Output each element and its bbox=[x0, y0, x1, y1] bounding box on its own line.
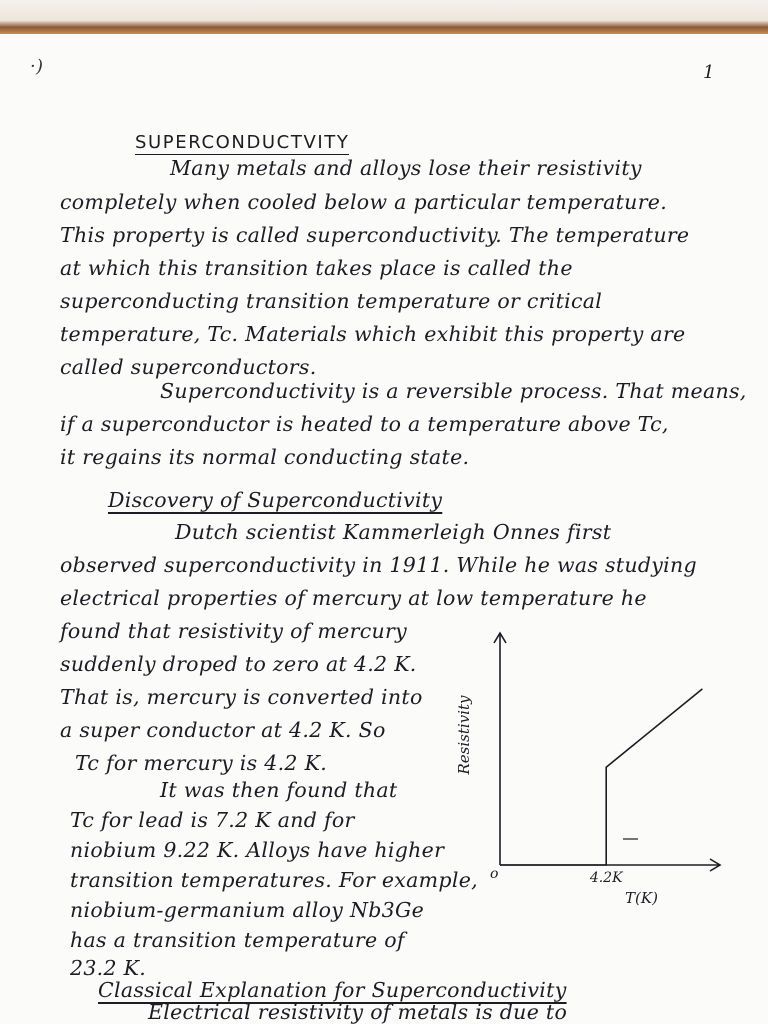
section-heading-classical: Classical Explanation for Superconductivity bbox=[98, 978, 567, 1002]
text-line: observed superconductivity in 1911. While he was studying bbox=[60, 553, 697, 577]
text-line: Tc for mercury is 4.2 K. bbox=[75, 751, 328, 775]
resistivity-curve bbox=[500, 689, 702, 865]
text-line: niobium-germanium alloy Nb3Ge bbox=[70, 898, 425, 922]
resistivity-temperature-chart bbox=[455, 625, 735, 915]
text-line: found that resistivity of mercury bbox=[60, 619, 407, 643]
text-line: Electrical resistivity of metals is due to bbox=[148, 1000, 568, 1024]
x-axis-label: T(K) bbox=[625, 889, 658, 907]
y-axis-label: Resistivity bbox=[455, 695, 473, 775]
text-line: Many metals and alloys lose their resistivity bbox=[170, 156, 642, 180]
text-line: a super conductor at 4.2 K. So bbox=[60, 718, 386, 742]
text-line: if a superconductor is heated to a temperature above Tc, bbox=[60, 412, 669, 436]
text-line: electrical properties of mercury at low temperature he bbox=[60, 586, 647, 610]
text-line: completely when cooled below a particular temperature. bbox=[60, 190, 668, 214]
text-line: at which this transition takes place is called the bbox=[60, 256, 573, 280]
text-line: It was then found that bbox=[160, 778, 398, 802]
origin-label: o bbox=[490, 866, 499, 882]
page-title: SUPERCONDUCTVITY bbox=[135, 132, 350, 153]
text-line: niobium 9.22 K. Alloys have higher bbox=[70, 838, 445, 862]
text-line: temperature, Tc. Materials which exhibit this property are bbox=[60, 322, 686, 346]
x-tick-label: 4.2K bbox=[589, 870, 623, 886]
text-line: Superconductivity is a reversible process. That means, bbox=[160, 379, 747, 403]
text-line: That is, mercury is converted into bbox=[60, 685, 423, 709]
text-line: called superconductors. bbox=[60, 355, 317, 379]
text-line: transition temperatures. For example, bbox=[70, 868, 478, 892]
text-line: superconducting transition temperature or critical bbox=[60, 289, 603, 313]
text-line: This property is called superconductivity. The temperature bbox=[60, 223, 690, 247]
margin-marks: ·) bbox=[30, 56, 44, 77]
page-number: 1 bbox=[703, 62, 715, 83]
text-line: Dutch scientist Kammerleigh Onnes first bbox=[175, 520, 612, 544]
text-line: it regains its normal conducting state. bbox=[60, 445, 470, 469]
scan-top-edge bbox=[0, 0, 768, 34]
section-heading-discovery: Discovery of Superconductivity bbox=[108, 488, 443, 512]
text-line: 23.2 K. bbox=[70, 956, 147, 980]
text-line: Tc for lead is 7.2 K and for bbox=[70, 808, 355, 832]
text-line: suddenly droped to zero at 4.2 K. bbox=[60, 652, 417, 676]
text-line: has a transition temperature of bbox=[70, 928, 405, 952]
